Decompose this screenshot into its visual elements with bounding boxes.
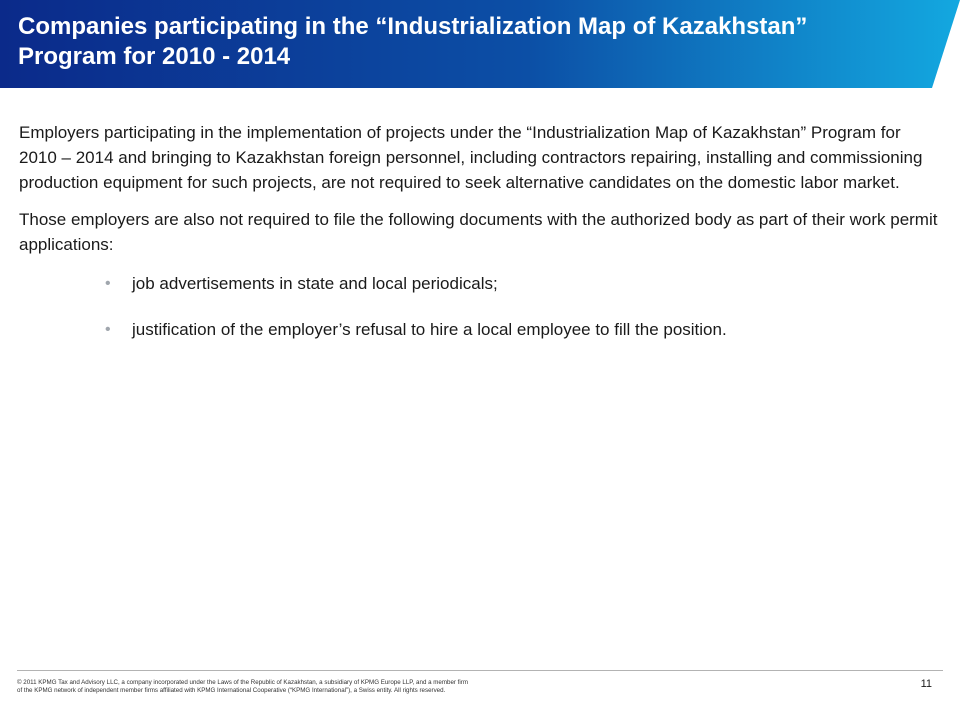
title-banner: [0, 0, 960, 88]
list-item: [19, 317, 939, 342]
page-number: 11: [920, 678, 932, 690]
exempt-documents-list: [19, 271, 939, 342]
intro-paragraph: Employers participating in the implementation of projects under the “Industrialization Map of Kazakhstan” Program for 2010 – 2014 and bringing to Kazakhstan foreign personnel, including contractors repairing, installing and commissioning production equipment for such projects, are not required to seek alternative candidates on the domestic labor market.: [19, 123, 923, 192]
page-title: [18, 12, 918, 72]
list-item: [19, 271, 939, 296]
copyright-line-1: © 2011 KPMG Tax and Advisory LLC, a company incorporated under the Laws of the Republic of Kazakhstan, a subsidiary of KPMG Europe LLP, and a member firm: [17, 679, 468, 686]
list-item-text: job advertisements in state and local periodicals;: [132, 274, 498, 293]
copyright-notice: [17, 679, 617, 695]
footer-divider: [17, 670, 943, 671]
page-title-line-1: Companies participating in the “Industrialization Map of Kazakhstan”: [18, 13, 808, 40]
bullet-icon: •: [105, 321, 111, 338]
copyright-line-2: of the KPMG network of independent member firms affiliated with KPMG International Cooperative (“KPMG International”), a Swiss entity. All rights reserved.: [17, 687, 446, 694]
list-item-text: justification of the employer’s refusal to hire a local employee to fill the position.: [132, 320, 727, 339]
body-content: [19, 120, 939, 363]
page-title-line-2: Program for 2010 - 2014: [18, 43, 291, 70]
bullet-icon: •: [105, 275, 111, 292]
requirements-paragraph: Those employers are also not required to file the following documents with the authorized body as part of their work permit applications:: [19, 210, 938, 254]
